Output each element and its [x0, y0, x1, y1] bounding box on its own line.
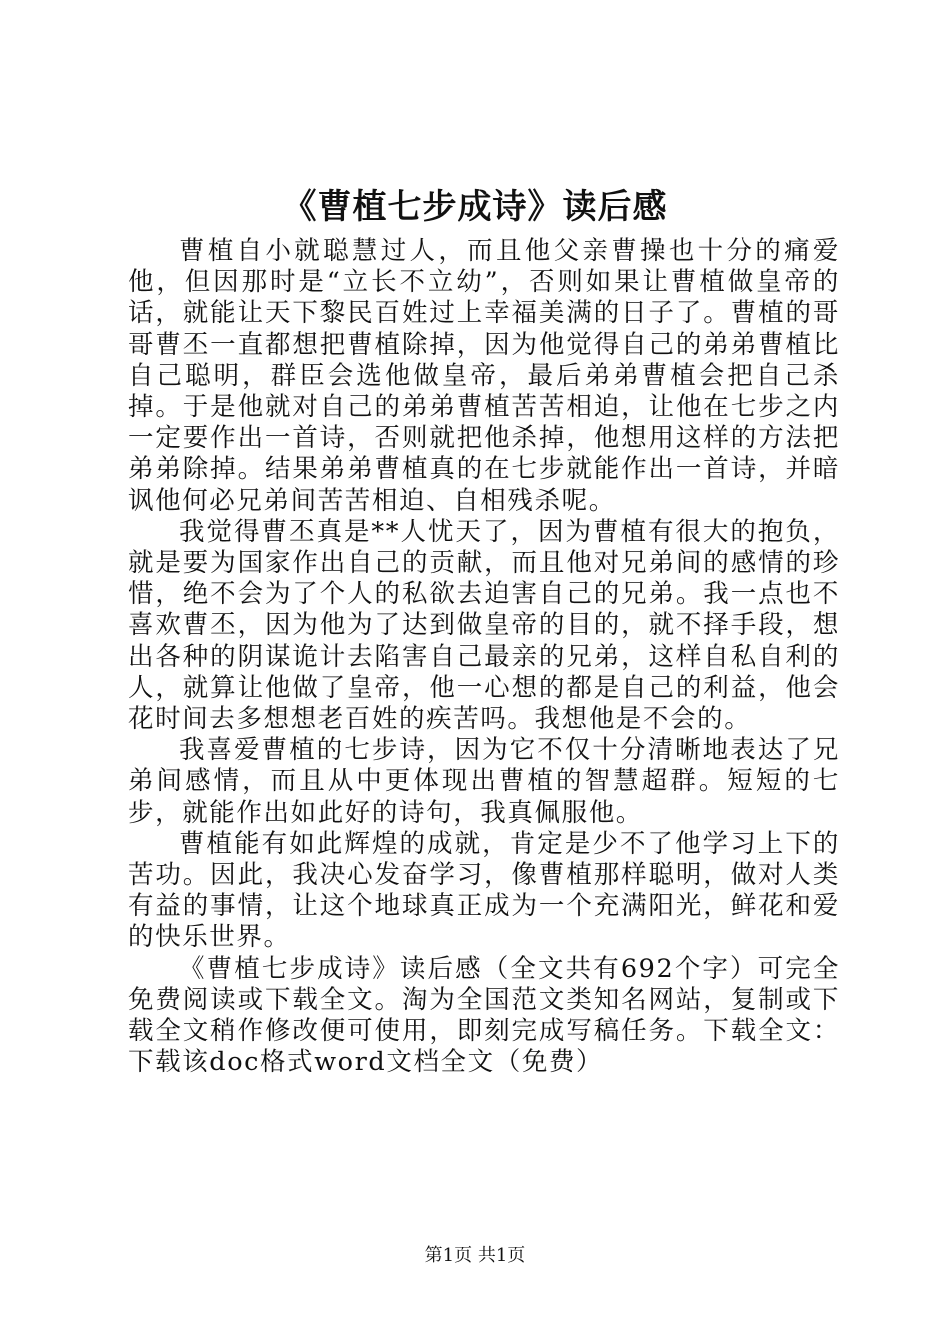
document-body [128, 236, 840, 1078]
paragraph-2: 我觉得曹丕真是**人忧天了，因为曹植有很大的抱负，就是要为国家作出自己的贡献，而且他对兄弟间的感情的珍惜，绝不会为了个人的私欲去迫害自己的兄弟。我一点也不喜欢曹丕，因为他为了达到做皇帝的目的，就不择手段，想出各种的阴谋诡计去陷害自己最亲的兄弟，这样自私自利的人，就算让他做了皇帝，他一心想的都是自己的利益，他会花时间去多想想老百姓的疾苦吗。我想他是不会的。 [128, 516, 840, 735]
paragraph-5-download-note: 《曹植七步成诗》读后感（全文共有692个字）可完全免费阅读或下载全文。淘为全国范文类知名网站，复制或下载全文稍作修改便可使用，即刻完成写稿任务。下载全文：下载该doc格式word文档全文（免费） [128, 953, 840, 1078]
paragraph-4: 曹植能有如此辉煌的成就，肯定是少不了他学习上下的苦功。因此，我决心发奋学习，像曹植那样聪明，做对人类有益的事情，让这个地球真正成为一个充满阳光，鲜花和爱的快乐世界。 [128, 828, 840, 953]
page-footer: 第1页 共1页 [424, 1245, 526, 1266]
paragraph-1: 曹植自小就聪慧过人，而且他父亲曹操也十分的痛爱他，但因那时是“立长不立幼”，否则如果让曹植做皇帝的话，就能让天下黎民百姓过上幸福美满的日子了。曹植的哥哥曹丕一直都想把曹植除掉，因为他觉得自己的弟弟曹植比自己聪明，群臣会选他做皇帝，最后弟弟曹植会把自己杀掉。于是他就对自己的弟弟曹植苦苦相迫，让他在七步之内一定要作出一首诗，否则就把他杀掉，他想用这样的方法把弟弟除掉。结果弟弟曹植真的在七步就能作出一首诗，并暗讽他何必兄弟间苦苦相迫、自相残杀呢。 [128, 236, 840, 516]
document-title: 《曹植七步成诗》读后感 [282, 187, 668, 227]
paragraph-3: 我喜爱曹植的七步诗，因为它不仅十分清晰地表达了兄弟间感情，而且从中更体现出曹植的智慧超群。短短的七步，就能作出如此好的诗句，我真佩服他。 [128, 735, 840, 828]
